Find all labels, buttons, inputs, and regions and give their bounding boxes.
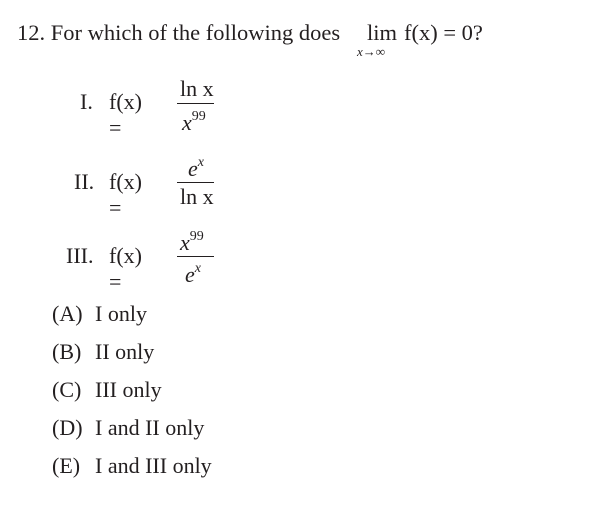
statement-numeral: I. (80, 89, 93, 114)
choice-text: I and II only (95, 415, 205, 440)
choice-c[interactable] (52, 377, 162, 403)
choice-text: I and III only (95, 453, 212, 478)
statement-numeral: II. (74, 169, 95, 194)
choice-text: III only (95, 377, 162, 402)
choice-letter: (C) (52, 377, 82, 402)
choice-letter: (A) (52, 301, 83, 326)
question-number: 12. (17, 20, 46, 45)
statement-numeral: III. (66, 243, 94, 268)
choice-a[interactable] (52, 301, 147, 327)
fraction-bar (177, 256, 214, 257)
fraction-denominator: $x^{99}$ (182, 109, 206, 135)
choice-text: II only (95, 339, 155, 364)
fraction-numerator: $x^{99}$ (180, 229, 204, 255)
statement-lhs: f(x) = (109, 243, 142, 294)
choice-letter: (E) (52, 453, 81, 478)
limit-condition: f(x) = 0? (404, 20, 483, 45)
choice-d[interactable] (52, 415, 204, 441)
fraction-bar (177, 103, 214, 104)
fraction-numerator: $e^x$ (188, 155, 204, 181)
fraction-denominator: $e^x$ (185, 261, 201, 287)
fraction-denominator: ln x (180, 184, 214, 209)
statement-lhs: f(x) = (109, 169, 142, 220)
question-text (17, 19, 340, 47)
question-prompt: For which of the following does (50, 20, 341, 45)
choice-letter: (D) (52, 415, 83, 440)
choice-e[interactable] (52, 453, 212, 479)
fraction-numerator: ln x (180, 76, 214, 101)
limit-subscript: x→∞ (357, 44, 386, 59)
choice-b[interactable] (52, 339, 154, 365)
limit-operator: lim (366, 20, 397, 45)
choice-text: I only (95, 301, 147, 326)
statement-lhs: f(x) = (109, 89, 142, 140)
choice-letter: (B) (52, 339, 82, 364)
